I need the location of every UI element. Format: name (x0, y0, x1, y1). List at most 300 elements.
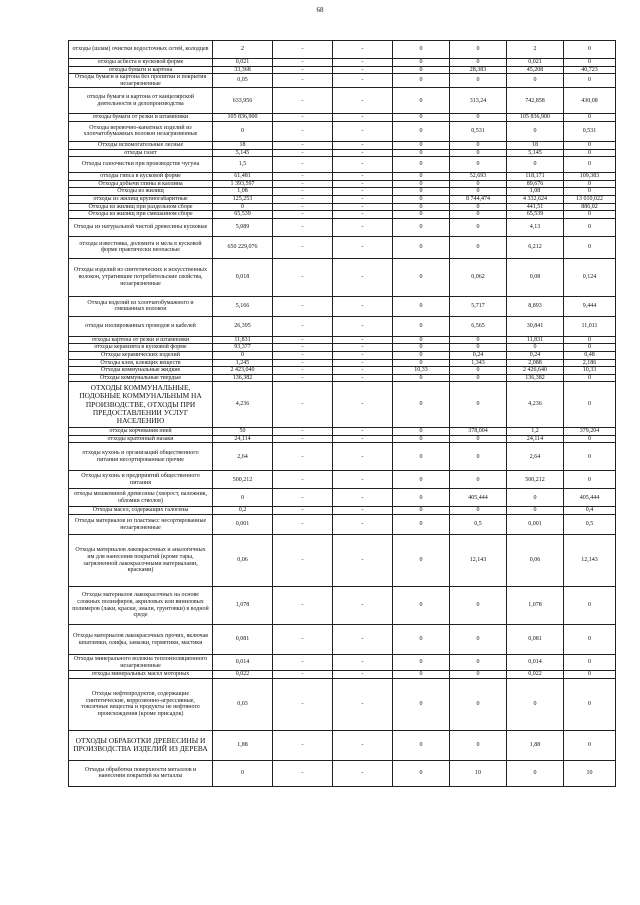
waste-type-name: Отходы вспомогательные лесные (69, 141, 213, 149)
table-cell: 0 (450, 41, 507, 59)
table-cell: 0 (393, 382, 450, 428)
table-cell: 0 (393, 180, 450, 188)
waste-type-name: отходы гипса в кусковой форме (69, 173, 213, 181)
table-row (69, 625, 616, 655)
table-cell: 0 (393, 535, 450, 587)
page-number: 68 (316, 6, 324, 14)
table-cell: 0 (564, 625, 616, 655)
table-cell: - (273, 88, 333, 114)
table-row (69, 489, 616, 507)
waste-type-name: отходы минеральных масел моторных (69, 671, 213, 679)
table-cell: 0,03 (213, 678, 273, 730)
waste-type-name: отходы бумаги и картона от канцелярской деятельности и делопроизводства (69, 88, 213, 114)
table-cell: 0 (450, 149, 507, 157)
table-row (69, 296, 616, 316)
waste-type-name: отходы корчевания пней (69, 428, 213, 436)
waste-type-name: отходы (шлам) очистки водосточных сетей, колодцев (69, 41, 213, 59)
table-cell: 0 (393, 114, 450, 122)
table-cell: 10,33 (564, 367, 616, 375)
table-cell: 0,5 (564, 515, 616, 535)
waste-type-name: Отходы материалов лакокрасочных прочих, включая шпатлевки, олифы, замазки, герметики, мастики (69, 625, 213, 655)
table-cell: - (273, 535, 333, 587)
table-cell: 0 (564, 678, 616, 730)
table-row (69, 149, 616, 157)
table-cell: 0,021 (507, 59, 564, 67)
table-cell: - (333, 730, 393, 760)
table-cell: 0,24 (450, 351, 507, 359)
waste-type-name: Отходы из жилищ (69, 188, 213, 196)
table-cell: 0,08 (507, 258, 564, 296)
table-cell: 0 (393, 587, 450, 625)
table-cell: 2 423,040 (213, 367, 273, 375)
table-cell: - (333, 351, 393, 359)
table-cell: - (333, 471, 393, 489)
table-row (69, 218, 616, 236)
table-cell: - (273, 336, 333, 344)
table-cell: 0 (393, 296, 450, 316)
table-cell: 2,64 (213, 443, 273, 471)
table-cell: 0 (213, 760, 273, 786)
waste-type-name: Отходы керамических изделий (69, 351, 213, 359)
table-cell: - (333, 188, 393, 196)
table-cell: - (333, 149, 393, 157)
table-cell: 0 (393, 121, 450, 141)
table-cell: 0 (450, 344, 507, 352)
table-cell: 0,06 (213, 535, 273, 587)
table-row (69, 374, 616, 382)
table-cell: 0 (393, 195, 450, 203)
table-cell: 89,676 (507, 180, 564, 188)
table-cell: - (333, 157, 393, 173)
table-row (69, 471, 616, 489)
table-cell: 0 (393, 507, 450, 515)
table-cell: - (273, 195, 333, 203)
table-cell: 50 (213, 428, 273, 436)
table-cell: - (273, 121, 333, 141)
waste-type-name: Отходы из натуральной чистой древесины кусковые (69, 218, 213, 236)
table-row (69, 59, 616, 67)
waste-table (68, 40, 616, 787)
table-cell: - (273, 443, 333, 471)
table-cell: - (273, 730, 333, 760)
table-cell: - (333, 678, 393, 730)
table-cell: 40,723 (564, 66, 616, 74)
table-row (69, 515, 616, 535)
table-cell: 136,382 (213, 374, 273, 382)
waste-type-name: Отходы материалов из пластмасс несортированные незагрязненные (69, 515, 213, 535)
waste-type-name: отходы керамзита в кусковой форме (69, 344, 213, 352)
table-cell: - (273, 344, 333, 352)
table-row (69, 351, 616, 359)
table-cell: 0 (393, 236, 450, 258)
table-cell: 441,51 (507, 203, 564, 211)
table-cell: 0 (450, 435, 507, 443)
table-row (69, 507, 616, 515)
table-cell: - (333, 359, 393, 367)
table-cell: - (273, 59, 333, 67)
table-cell: 0 (564, 149, 616, 157)
table-cell: 65,539 (507, 211, 564, 219)
table-cell: 0 (450, 678, 507, 730)
table-cell: 0 (213, 203, 273, 211)
table-cell: 5,717 (450, 296, 507, 316)
table-cell: 0 (507, 121, 564, 141)
table-cell: - (273, 173, 333, 181)
waste-type-name: Отходы бумаги и картона без пропитки и покрытия незагрязненные (69, 74, 213, 88)
table-cell: 2,088 (507, 359, 564, 367)
table-cell: 4,236 (507, 382, 564, 428)
table-cell: 0 (393, 59, 450, 67)
table-cell: 0 (564, 344, 616, 352)
table-cell: - (333, 507, 393, 515)
table-cell: 0 (393, 203, 450, 211)
table-cell: 45,208 (507, 66, 564, 74)
table-cell: 0 (450, 218, 507, 236)
table-cell: 313,24 (450, 88, 507, 114)
table-cell: 11,831 (507, 336, 564, 344)
table-row (69, 41, 616, 59)
table-cell: - (333, 203, 393, 211)
table-cell: - (333, 760, 393, 786)
table-cell: 0 (507, 74, 564, 88)
table-row (69, 671, 616, 679)
waste-type-name: отходы известняка, доломита и мела в кусковой форме практически неопасные (69, 236, 213, 258)
table-cell: 0,081 (507, 625, 564, 655)
table-cell: - (333, 367, 393, 375)
table-cell: 650 229,076 (213, 236, 273, 258)
table-cell: 0,05 (213, 74, 273, 88)
waste-type-name: отходы газет (69, 149, 213, 157)
table-cell: 12,143 (450, 535, 507, 587)
table-row (69, 730, 616, 760)
table-cell: 0 (507, 507, 564, 515)
table-cell: 52,693 (450, 173, 507, 181)
waste-type-name: Отходы кухонь и предприятий общественного питания (69, 471, 213, 489)
table-cell: 24,114 (507, 435, 564, 443)
table-row (69, 211, 616, 219)
table-cell: - (333, 587, 393, 625)
table-cell: 0 (450, 671, 507, 679)
table-cell: 0 (450, 203, 507, 211)
table-cell: 2 426,640 (507, 367, 564, 375)
table-cell: 0 (393, 730, 450, 760)
table-cell: - (273, 66, 333, 74)
table-cell: - (273, 141, 333, 149)
table-cell: - (273, 218, 333, 236)
table-cell: 8,893 (507, 296, 564, 316)
table-cell: 0 (393, 351, 450, 359)
table-cell: 1,078 (213, 587, 273, 625)
table-cell: 0 (450, 236, 507, 258)
table-cell: 0 (564, 188, 616, 196)
table-cell: 0 (450, 382, 507, 428)
table-cell: - (273, 471, 333, 489)
table-cell: 0 (507, 489, 564, 507)
table-cell: 0 (564, 435, 616, 443)
table-cell: 5,145 (213, 149, 273, 157)
table-cell: 0 (564, 443, 616, 471)
table-cell: 0,022 (507, 671, 564, 679)
table-row (69, 382, 616, 428)
table-cell: 11,011 (564, 316, 616, 336)
table-cell: 0,5 (450, 515, 507, 535)
table-cell: 0 (450, 74, 507, 88)
table-row (69, 760, 616, 786)
table-cell: 1,08 (213, 188, 273, 196)
waste-type-name: Отходы изделий из синтетических и искусственных волокон, утратившие потребительские свойства, незагрязненные (69, 258, 213, 296)
table-cell: - (333, 382, 393, 428)
table-cell: 0 (393, 66, 450, 74)
table-cell: - (273, 258, 333, 296)
table-cell: 0,24 (507, 351, 564, 359)
table-cell: 0 (564, 59, 616, 67)
table-cell: 0,124 (564, 258, 616, 296)
waste-type-name: Отходы газоочистки при производстве чугуна (69, 157, 213, 173)
table-cell: 0 (450, 367, 507, 375)
table-cell: 0 (450, 180, 507, 188)
table-cell: - (333, 180, 393, 188)
table-cell: 0 (564, 41, 616, 59)
table-cell: - (333, 625, 393, 655)
table-cell: - (333, 489, 393, 507)
table-cell: 2,186 (564, 359, 616, 367)
table-cell: - (333, 114, 393, 122)
table-cell: 0 (393, 316, 450, 336)
table-cell: 378,004 (450, 428, 507, 436)
table-cell: - (273, 374, 333, 382)
waste-type-name: Отходы из жилищ при раздельном сборе (69, 203, 213, 211)
table-cell: 30,841 (507, 316, 564, 336)
table-cell: 0 (564, 730, 616, 760)
table-cell: 0 (393, 141, 450, 149)
table-cell: - (333, 428, 393, 436)
waste-type-name: отходы из жилищ крупногабаритные (69, 195, 213, 203)
table-row (69, 435, 616, 443)
table-cell: 0 (450, 655, 507, 671)
table-cell: 0,48 (564, 351, 616, 359)
table-cell: 379,204 (564, 428, 616, 436)
table-row (69, 180, 616, 188)
table-row (69, 655, 616, 671)
table-cell: - (333, 41, 393, 59)
table-cell: - (273, 359, 333, 367)
table-cell: 500,212 (507, 471, 564, 489)
waste-type-name: Отходы коммунальные твердые (69, 374, 213, 382)
table-cell: 633,956 (213, 88, 273, 114)
table-cell: 0 (450, 471, 507, 489)
table-cell: - (333, 258, 393, 296)
table-cell: - (273, 203, 333, 211)
table-cell: 1,88 (507, 730, 564, 760)
table-cell: - (273, 351, 333, 359)
table-cell: 1,2 (507, 428, 564, 436)
table-row (69, 316, 616, 336)
table-cell: 0 (393, 218, 450, 236)
table-cell: - (333, 66, 393, 74)
table-cell: 9,444 (564, 296, 616, 316)
table-cell: 0 (213, 121, 273, 141)
table-cell: 5,166 (213, 296, 273, 316)
table-cell: - (273, 587, 333, 625)
table-cell: 0,2 (213, 507, 273, 515)
table-cell: 105 836,900 (507, 114, 564, 122)
table-cell: - (333, 671, 393, 679)
table-cell: 118,171 (507, 173, 564, 181)
table-cell: 10 (450, 760, 507, 786)
table-cell: - (273, 296, 333, 316)
table-cell: - (333, 88, 393, 114)
table-cell: - (333, 515, 393, 535)
table-cell: - (333, 316, 393, 336)
table-cell: - (333, 535, 393, 587)
table-cell: 0 (393, 173, 450, 181)
table-cell: 93,377 (213, 344, 273, 352)
table-cell: 0 (393, 655, 450, 671)
table-cell: 33,368 (213, 66, 273, 74)
table-cell: 886,02 (564, 203, 616, 211)
table-cell: 0 (393, 374, 450, 382)
waste-type-name: отходы бумаги и картона (69, 66, 213, 74)
table-cell: 0 (393, 359, 450, 367)
waste-type-name: отходы кратонный назаки (69, 435, 213, 443)
table-cell: 0 (450, 211, 507, 219)
table-cell: 0,062 (450, 258, 507, 296)
table-cell: 4,13 (507, 218, 564, 236)
table-cell: 2 (213, 41, 273, 59)
table-cell: - (333, 195, 393, 203)
table-cell: 0 (393, 188, 450, 196)
table-cell: 0 (393, 671, 450, 679)
table-row (69, 359, 616, 367)
table-cell: 0,06 (507, 535, 564, 587)
table-row (69, 428, 616, 436)
table-cell: - (273, 211, 333, 219)
table-cell: 1,08 (507, 188, 564, 196)
table-cell: - (273, 367, 333, 375)
table-cell: - (273, 655, 333, 671)
waste-type-name: отходы мешковиной древесины (хворост, валежник, обломки стволов) (69, 489, 213, 507)
table-cell: 0 (564, 382, 616, 428)
table-cell: - (273, 489, 333, 507)
table-cell: 2,64 (507, 443, 564, 471)
table-cell: 65,539 (213, 211, 273, 219)
table-cell: 0 (393, 435, 450, 443)
table-cell: - (273, 515, 333, 535)
table-cell: 6,565 (450, 316, 507, 336)
table-cell: - (273, 114, 333, 122)
table-row (69, 535, 616, 587)
table-cell: 0 (564, 218, 616, 236)
table-cell: 0 (393, 625, 450, 655)
table-cell: - (273, 435, 333, 443)
table-cell: - (333, 443, 393, 471)
table-cell: - (273, 316, 333, 336)
table-cell: - (273, 74, 333, 88)
table-cell: 2 (507, 41, 564, 59)
waste-type-name: отходы бумаги от резки и штамповки (69, 114, 213, 122)
table-cell: 0 (393, 344, 450, 352)
table-cell: 0 (564, 236, 616, 258)
table-cell: 105 836,900 (213, 114, 273, 122)
table-cell: 12,143 (564, 535, 616, 587)
table-cell: 0 (213, 351, 273, 359)
table-row (69, 367, 616, 375)
table-cell: 0 (393, 678, 450, 730)
table-cell: 10,33 (393, 367, 450, 375)
waste-type-name: отходы изолированных проводов и кабелей (69, 316, 213, 336)
table-cell: 0 (213, 489, 273, 507)
waste-type-name: Отходы из жилищ при смешанном сборе (69, 211, 213, 219)
table-cell: 0 (450, 336, 507, 344)
table-cell: - (273, 188, 333, 196)
table-cell: 0 (393, 211, 450, 219)
waste-type-name: Отходы нефтепродуктов, содержащие синтетические, коррозионно-агрессивные, токсичные вещества и продукты не нефтяного происхождения (кроме присадок) (69, 678, 213, 730)
table-cell: 0 (393, 515, 450, 535)
table-row (69, 141, 616, 149)
waste-type-name: Отходы клея, клеящих веществ (69, 359, 213, 367)
waste-type-name: Отходы масел, содержащих галогены (69, 507, 213, 515)
table-cell: 1,343 (450, 359, 507, 367)
table-cell: 0 (450, 730, 507, 760)
table-cell: 0,001 (507, 515, 564, 535)
table-cell: - (273, 760, 333, 786)
table-cell: 4 332,624 (507, 195, 564, 203)
table-cell: 0 (450, 157, 507, 173)
table-cell: - (333, 59, 393, 67)
table-row (69, 188, 616, 196)
table-row (69, 74, 616, 88)
table-cell: - (273, 236, 333, 258)
table-cell: 0,081 (213, 625, 273, 655)
table-cell: 28,383 (450, 66, 507, 74)
table-cell: 0 (564, 180, 616, 188)
table-cell: 0 (564, 374, 616, 382)
waste-type-name: Отходы добычи глины и каолина (69, 180, 213, 188)
table-row (69, 344, 616, 352)
table-cell: 0 (564, 471, 616, 489)
table-cell: 0,531 (450, 121, 507, 141)
table-cell: 0 (564, 74, 616, 88)
table-cell: 0 (450, 59, 507, 67)
table-row (69, 114, 616, 122)
table-cell: 0 (393, 88, 450, 114)
table-cell: - (333, 374, 393, 382)
table-cell: 0,001 (213, 515, 273, 535)
table-cell: 0 (450, 625, 507, 655)
table-cell: - (333, 141, 393, 149)
table-cell: 430,08 (564, 88, 616, 114)
table-cell: 0 (393, 489, 450, 507)
table-cell: - (333, 435, 393, 443)
table-cell: 18 (507, 141, 564, 149)
table-cell: 0 (507, 157, 564, 173)
table-cell: 24,114 (213, 435, 273, 443)
table-cell: 0,014 (213, 655, 273, 671)
table-cell: 0 (564, 655, 616, 671)
waste-type-name: Отходы материалов лакокрасочных на основе сложных полиэфиров, акриловых или виниловых полимеров (лаки, краски, эмали, грунтовки) в водной среде (69, 587, 213, 625)
table-cell: - (273, 507, 333, 515)
table-cell: 0,021 (213, 59, 273, 67)
table-cell: - (273, 180, 333, 188)
table-row (69, 587, 616, 625)
table-cell: 0 (564, 587, 616, 625)
table-cell: 0 (450, 114, 507, 122)
table-cell: 0 (393, 41, 450, 59)
table-cell: 0 (564, 671, 616, 679)
table-cell: - (273, 625, 333, 655)
table-cell: 0 (393, 443, 450, 471)
table-cell: 500,212 (213, 471, 273, 489)
